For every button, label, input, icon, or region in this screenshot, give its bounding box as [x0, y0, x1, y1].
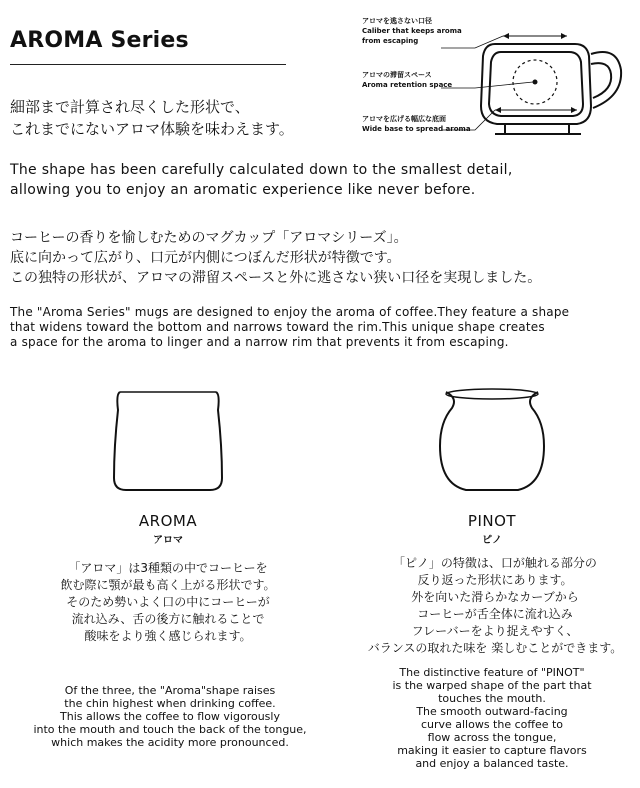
pinot-description-en: The distinctive feature of "PINOT" is the warped shape of the part that touches the mouth. The smooth outward-facing curve allows the coffee to flow across the tongue, making it easier to capture flavors and enjoy a balanced taste. [392, 666, 592, 770]
aroma-cup-name: AROMA [138, 512, 198, 530]
pinot-cup-name-jp: ピノ [482, 535, 502, 546]
page-title: AROMA Series [10, 28, 189, 53]
aroma-description-jp: 「アロマ」は3種類の中でコーヒーを 飲む際に顎が最も高く上がる形状です。 そのため勢いよく口の中にコーヒーが 流れ込み、舌の後方に触れることで 酸味をより強く感じられます。 [60, 561, 276, 643]
aroma-cup-name-jp: アロマ [153, 535, 183, 546]
diagram-note-rim: アロマを逃さない口径 Caliber that keeps aroma from escaping [362, 17, 462, 45]
lead-text-en: The shape has been carefully calculated down to the smallest detail, allowing you to enjoy an aromatic experience like never before. [10, 162, 513, 198]
aroma-description-en: Of the three, the "Aroma"shape raises the chin highest when drinking coffee. This allows the coffee to flow vigorously into the mouth and touch the back of the tongue, which makes the acidity more pronounced. [33, 684, 307, 749]
diagram-note-base: アロマを広げる幅広な底面 Wide base to spread aroma [362, 115, 471, 133]
diagram-note-space: アロマの滞留スペース Aroma retention space [362, 71, 453, 89]
body-text-jp: コーヒーの香りを愉しむためのマグカップ「アロマシリーズ」。 底に向かって広がり、口元が内側につぼんだ形状が特徴です。 この独特の形状が、アロマの滞留スペースと外に逃さない狭い口径を実現しました。 [10, 230, 542, 286]
aroma-cup-illustration [108, 386, 228, 496]
pinot-cup-illustration [432, 386, 552, 496]
body-text-en: The "Aroma Series" mugs are designed to enjoy the aroma of coffee.They feature a shape that widens toward the bottom and narrows toward the rim.This unique shape creates a space for the aroma to linger and a narrow rim that prevents it from escaping. [10, 305, 570, 349]
pinot-cup-name: PINOT [467, 512, 517, 530]
title-divider [10, 64, 286, 65]
pinot-description-jp: 「ピノ」の特徴は、口が触れる部分の 反り返った形状にあります。 外を向いた滑らかなカーブから コーヒーが舌全体に流れ込み フレーバーをより捉えやすく、 バランスの取れた味を 楽しむことができます。 [367, 556, 623, 655]
mug-handle [591, 52, 621, 108]
lead-text-jp: 細部まで計算され尽くした形状で、 これまでにないアロマ体験を味わえます。 [10, 98, 294, 138]
mug-handle-inner [591, 63, 611, 98]
